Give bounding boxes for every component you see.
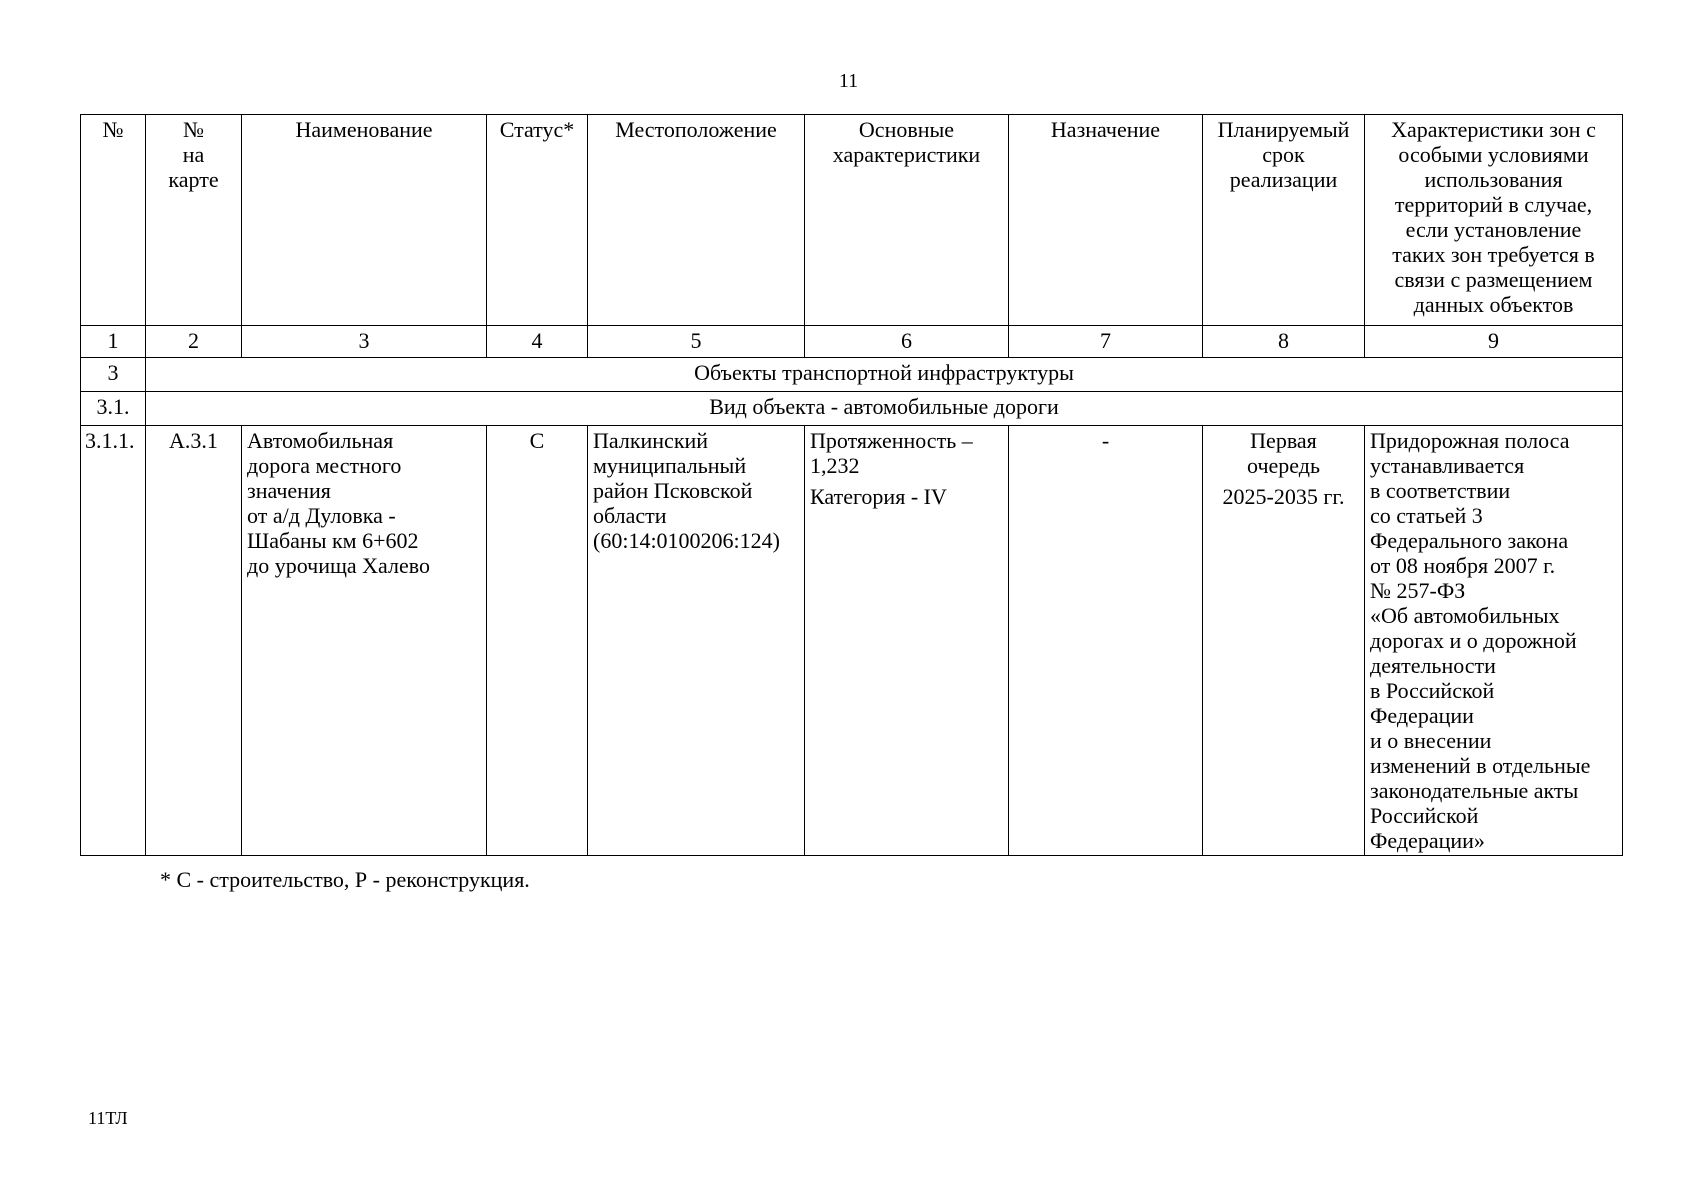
text-line: от а/д Дуловка - bbox=[247, 503, 396, 528]
text-line: Палкинский bbox=[593, 428, 709, 453]
text-line: использования bbox=[1424, 167, 1563, 192]
text-line: Характеристики зон с bbox=[1391, 117, 1596, 142]
subsection-row bbox=[81, 392, 1623, 426]
text-line: особыми условиями bbox=[1398, 142, 1589, 167]
text-line: карте bbox=[168, 167, 219, 192]
text-line: № bbox=[102, 117, 124, 142]
header-cell bbox=[487, 115, 588, 326]
text-line: области bbox=[593, 503, 667, 528]
column-number: 4 bbox=[487, 326, 588, 358]
column-number: 8 bbox=[1203, 326, 1365, 358]
zone-characteristics bbox=[1365, 426, 1623, 856]
text-line: территорий в случае, bbox=[1394, 192, 1593, 217]
text-line: до урочища Халево bbox=[247, 553, 430, 578]
implementation-term bbox=[1203, 426, 1365, 856]
table-row bbox=[81, 426, 1623, 856]
row-number: 3.1.1. bbox=[81, 426, 146, 856]
header-text bbox=[810, 117, 1003, 167]
text-line: устанавливается bbox=[1370, 453, 1525, 478]
text-line: Основные bbox=[858, 117, 955, 142]
column-number: 3 bbox=[242, 326, 487, 358]
footnote: * С - строительство, Р - реконструкция. bbox=[160, 867, 530, 892]
text-line: Автомобильная bbox=[247, 428, 394, 453]
object-characteristics bbox=[805, 426, 1009, 856]
text-line: Федерации» bbox=[1370, 828, 1485, 853]
header-cell bbox=[1203, 115, 1365, 326]
column-number: 6 bbox=[805, 326, 1009, 358]
text-line: таких зон требуется в bbox=[1392, 242, 1595, 267]
text-line: Федерального закона bbox=[1370, 528, 1569, 553]
text-line: № 257-ФЗ bbox=[1370, 578, 1466, 603]
column-number: 5 bbox=[588, 326, 805, 358]
text-line: «Об автомобильных bbox=[1370, 603, 1560, 628]
text-line: район Псковской bbox=[593, 478, 753, 503]
text-line: законодательные акты bbox=[1370, 778, 1579, 803]
text-line: очередь bbox=[1247, 453, 1320, 478]
text-line: на bbox=[182, 142, 205, 167]
text-line: Российской bbox=[1370, 803, 1479, 828]
text-line: связи с размещением bbox=[1394, 267, 1593, 292]
text-line: Федерации bbox=[1370, 703, 1474, 728]
text-line: Шабаны км 6+602 bbox=[247, 528, 419, 553]
object-location bbox=[588, 426, 805, 856]
document-code: 11ТЛ bbox=[88, 1108, 128, 1128]
term-years: 2025-2035 гг. bbox=[1222, 484, 1345, 509]
object-purpose: - bbox=[1009, 426, 1203, 856]
column-number: 9 bbox=[1365, 326, 1623, 358]
text-line: если установление bbox=[1405, 217, 1582, 242]
header-text bbox=[1208, 117, 1359, 192]
text-line: данных объектов bbox=[1413, 292, 1574, 317]
term-text bbox=[1208, 428, 1359, 478]
column-number: 1 bbox=[81, 326, 146, 358]
section-number: 3 bbox=[81, 358, 146, 392]
header-text bbox=[593, 117, 799, 142]
column-number-row bbox=[81, 326, 1623, 358]
text-line: муниципальный bbox=[593, 453, 747, 478]
object-name bbox=[242, 426, 487, 856]
text-line: (60:14:0100206:124) bbox=[593, 528, 780, 553]
header-cell bbox=[242, 115, 487, 326]
text-line: Придорожная полоса bbox=[1370, 428, 1570, 453]
header-cell bbox=[588, 115, 805, 326]
text-line: в Российской bbox=[1370, 678, 1495, 703]
text-line: Наименование bbox=[295, 117, 433, 142]
column-number: 7 bbox=[1009, 326, 1203, 358]
text-line: со статьей 3 bbox=[1370, 503, 1483, 528]
column-number: 2 bbox=[146, 326, 242, 358]
header-text bbox=[86, 117, 140, 142]
header-cell bbox=[1365, 115, 1623, 326]
table-header-row bbox=[81, 115, 1623, 326]
text-line: дорога местного bbox=[247, 453, 402, 478]
subsection-number: 3.1. bbox=[81, 392, 146, 426]
text-line: изменений в отдельные bbox=[1370, 753, 1591, 778]
header-text bbox=[1370, 117, 1617, 317]
subsection-title: Вид объекта - автомобильные дороги bbox=[146, 392, 1623, 426]
header-cell bbox=[805, 115, 1009, 326]
object-status: С bbox=[487, 426, 588, 856]
text-line: дорогах и о дорожной bbox=[1370, 628, 1577, 653]
text-line: реализации bbox=[1229, 167, 1338, 192]
section-title: Объекты транспортной инфраструктуры bbox=[146, 358, 1623, 392]
header-text bbox=[247, 117, 481, 142]
text-line: и о внесении bbox=[1370, 728, 1492, 753]
text-line: значения bbox=[247, 478, 331, 503]
text-line: Первая bbox=[1250, 428, 1317, 453]
header-text bbox=[492, 117, 582, 142]
page-number: 11 bbox=[838, 70, 859, 92]
text-line: Местоположение bbox=[615, 117, 777, 142]
header-cell bbox=[1009, 115, 1203, 326]
map-number: А.3.1 bbox=[146, 426, 242, 856]
text-line: Статус* bbox=[499, 117, 575, 142]
text-line: Назначение bbox=[1050, 117, 1161, 142]
length-text bbox=[810, 428, 1003, 478]
text-line: срок bbox=[1262, 142, 1305, 167]
text-line: характеристики bbox=[832, 142, 981, 167]
objects-table bbox=[80, 114, 1623, 856]
category-text: Категория - IV bbox=[810, 484, 947, 509]
header-cell bbox=[81, 115, 146, 326]
section-row bbox=[81, 358, 1623, 392]
text-line: Протяженность – bbox=[810, 428, 973, 453]
header-text bbox=[151, 117, 236, 192]
text-line: от 08 ноября 2007 г. bbox=[1370, 553, 1556, 578]
header-cell bbox=[146, 115, 242, 326]
text-line: 1,232 bbox=[810, 453, 860, 478]
text-line: № bbox=[183, 117, 204, 142]
text-line: деятельности bbox=[1370, 653, 1496, 678]
text-line: Планируемый bbox=[1217, 117, 1350, 142]
header-text bbox=[1014, 117, 1197, 142]
text-line: в соответствии bbox=[1370, 478, 1511, 503]
